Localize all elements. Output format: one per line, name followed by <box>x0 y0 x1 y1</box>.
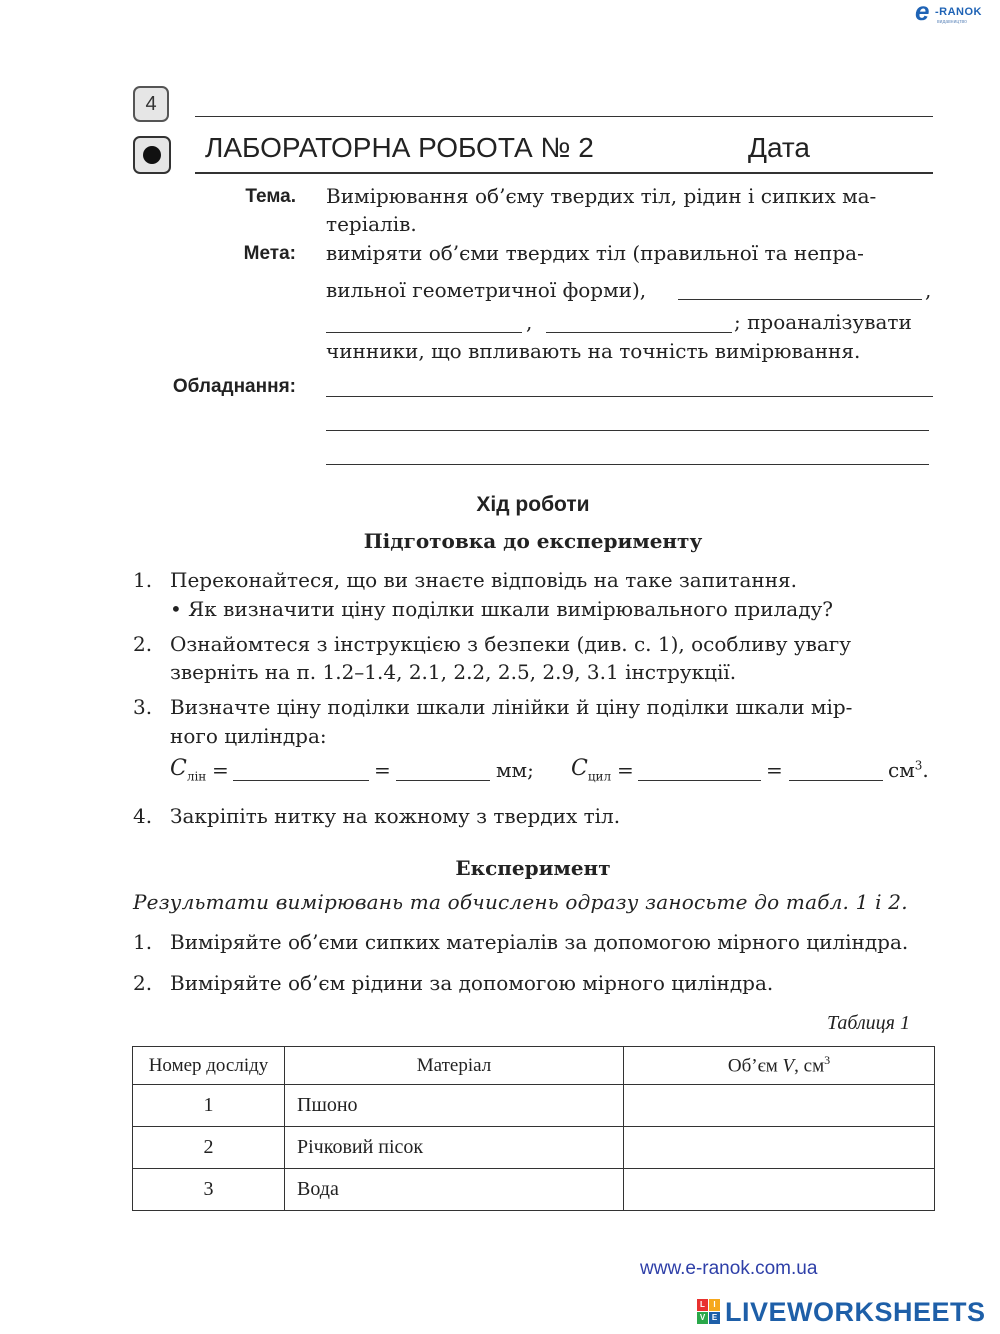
prep-item-3-num: 3. <box>133 695 153 719</box>
eranok-logo <box>915 0 990 28</box>
prep-item-3-line-1: Визначте ціну поділки шкали лінійки й ціну поділки шкали мір- <box>170 695 853 719</box>
goal-comma-2: , <box>526 310 533 334</box>
table-header-number: Номер досліду <box>133 1047 285 1085</box>
prep-item-1-line-1: Переконайтеся, що ви знаєте відповідь на таке запитання. <box>170 568 798 592</box>
equipment-label: Обладнання: <box>172 376 296 397</box>
exp-item-2-num: 2. <box>133 971 153 995</box>
prep-title: Підготовка до експерименту <box>363 529 703 553</box>
goal-comma-1: , <box>925 278 932 302</box>
formula-unit-cm3: $см^3$. <box>888 758 929 782</box>
table-row <box>133 1127 935 1169</box>
table-row <box>133 1169 935 1211</box>
table-cell-volume[interactable] <box>624 1169 935 1211</box>
formula-blank-4[interactable] <box>789 780 883 781</box>
formula-c-cyl: $C_{цил}$ <box>571 756 612 784</box>
table-cell-material: Річковий пісок <box>285 1127 624 1169</box>
formula-c-lin: $C_{лін}$ <box>170 756 207 784</box>
prep-item-3-line-2: ного циліндра: <box>170 724 327 748</box>
formula-eq-3: = <box>617 758 634 782</box>
table-header-material: Матеріал <box>285 1047 624 1085</box>
table-cell-number: 3 <box>133 1169 285 1211</box>
header-rule <box>195 116 933 117</box>
prep-item-1-line-2: • Як визначити ціну поділки шкали вимірювального приладу? <box>170 597 833 621</box>
table-cell-number: 2 <box>133 1127 285 1169</box>
formula-eq-4: = <box>766 758 783 782</box>
exp-item-1-text: Виміряйте об’єми сипких матеріалів за допомогою мірного циліндра. <box>170 930 909 954</box>
equipment-line-1[interactable] <box>326 396 933 397</box>
lab-title: ЛАБОРАТОРНА РОБОТА № 2 <box>205 132 594 163</box>
table-header-volume: Об’єм V, $см^3$ <box>624 1047 935 1085</box>
eranok-logo-tagline: видавництво <box>937 19 967 25</box>
equipment-line-2[interactable] <box>326 430 929 431</box>
formula-blank-1[interactable] <box>233 780 369 781</box>
topic-label: Тема. <box>245 186 296 207</box>
table-header-row <box>133 1047 935 1085</box>
formula-blank-2[interactable] <box>396 780 490 781</box>
liveworksheets-icon: L I V E <box>697 1299 721 1325</box>
eranok-logo-text: -RANOK <box>935 6 982 18</box>
prep-item-2-num: 2. <box>133 632 153 656</box>
goal-label: Мета: <box>243 243 296 264</box>
table-cell-volume[interactable] <box>624 1085 935 1127</box>
topic-line-1: Вимірювання об’єму твердих тіл, рідин і сипких ма- <box>326 184 877 208</box>
table-1 <box>132 1046 935 1211</box>
prep-item-4-num: 4. <box>133 804 153 828</box>
title-rule <box>195 172 933 174</box>
topic-line-2: теріалів. <box>326 212 417 236</box>
goal-line-4: чинники, що впливають на точність вимірювання. <box>326 339 861 363</box>
prep-item-2-line-2: зверніть на п. 1.2–1.4, 2.1, 2.2, 2.5, 2.9, 3.1 інструкції. <box>170 660 737 684</box>
goal-line-1: виміряти об’єми твердих тіл (правильної та непра- <box>326 241 864 265</box>
table-cell-material: Вода <box>285 1169 624 1211</box>
table-cell-material: Пшоно <box>285 1085 624 1127</box>
eranok-logo-e: e <box>915 0 930 26</box>
exp-item-1-num: 1. <box>133 930 153 954</box>
goal-analyze: ; проаналізувати <box>734 310 912 334</box>
formula-unit-mm: мм; <box>496 758 534 782</box>
goal-blank-1[interactable] <box>678 299 922 300</box>
experiment-title: Експеримент <box>455 856 611 880</box>
goal-line-2: вильної геометричної форми), <box>326 278 647 302</box>
exp-item-2-text: Виміряйте об’єм рідини за допомогою мірного циліндра. <box>170 971 774 995</box>
website-link[interactable]: www.e-ranok.com.ua <box>640 1258 818 1279</box>
prep-item-2-line-1: Ознайомтеся з інструкцією з безпеки (див. с. 1), особливу увагу <box>170 632 852 656</box>
lab-bullet-icon <box>133 136 171 174</box>
goal-blank-2[interactable] <box>326 332 522 333</box>
table-cell-number: 1 <box>133 1085 285 1127</box>
table-1-caption: Таблиця 1 <box>827 1012 910 1034</box>
prep-item-1-num: 1. <box>133 568 153 592</box>
equipment-line-3[interactable] <box>326 464 929 465</box>
table-row <box>133 1085 935 1127</box>
formula-eq-2: = <box>374 758 391 782</box>
liveworksheets-text: LIVEWORKSHEETS <box>725 1297 986 1327</box>
formula-blank-3[interactable] <box>638 780 761 781</box>
goal-blank-3[interactable] <box>546 332 732 333</box>
formula-eq-1: = <box>212 758 229 782</box>
date-label: Дата <box>748 132 811 163</box>
table-cell-volume[interactable] <box>624 1127 935 1169</box>
prep-item-4-line-1: Закріпіть нитку на кожному з твердих тіл. <box>170 804 621 828</box>
page-number: 4 <box>133 86 169 122</box>
procedure-title: Хід роботи <box>476 493 590 516</box>
experiment-instruction: Результати вимірювань та обчислень одразу заносьте до табл. 1 і 2. <box>133 890 908 914</box>
